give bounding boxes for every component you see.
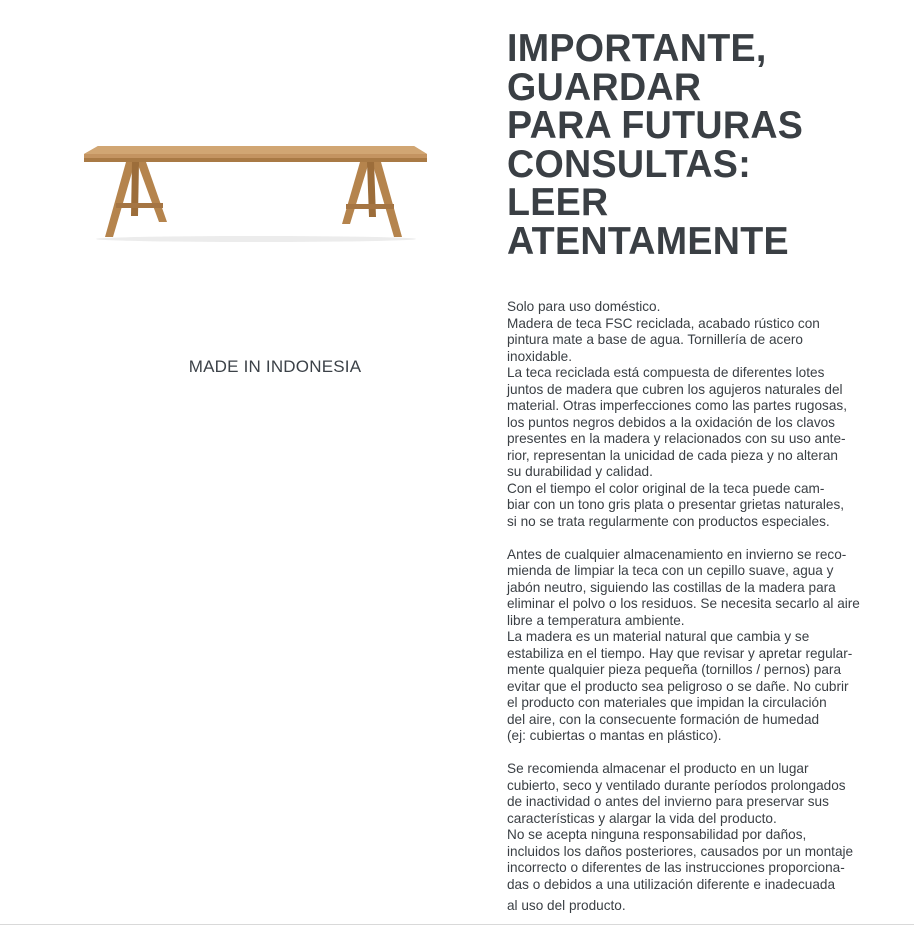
text-line: juntos de madera que cubren los agujeros naturales del — [507, 381, 843, 397]
text-line: su durabilidad y calidad. — [507, 464, 653, 479]
paragraph-spacer — [507, 530, 902, 547]
text-line: presentes en la madera y relacionados con su uso ante- — [507, 431, 846, 446]
paragraph-materials — [507, 299, 902, 530]
text-line: Solo para uso doméstico. — [507, 299, 661, 314]
text-line: de inactividad o antes del invierno para preservar sus — [507, 794, 829, 809]
text-line: cubierto, seco y ventilado durante períodos prolongados — [507, 777, 846, 793]
title-line: PARA FUTURAS — [507, 104, 804, 148]
text-line: eliminar el polvo o los residuos. Se necesita secarlo al aire — [507, 596, 860, 611]
text-line: evitar que el producto sea peligroso o se dañe. No cubrir — [507, 678, 849, 694]
text-line: Se recomienda almacenar el producto en un lugar — [507, 761, 809, 776]
text-line: Madera de teca FSC reciclada, acabado rústico con — [507, 315, 820, 331]
page-divider — [0, 924, 914, 925]
paragraph-storage — [507, 761, 902, 893]
closing-line: al uso del producto. — [507, 898, 626, 913]
title-line: LEER — [507, 181, 609, 225]
text-line: biar con un tono gris plata o presentar grietas naturales, — [507, 497, 845, 512]
text-line: mente qualquier pieza pequeña (tornillos / pernos) para — [507, 662, 842, 677]
text-line: La madera es un material natural que cambia y se — [507, 629, 810, 644]
text-line: material. Otras imperfecciones como las partes rugosas, — [507, 398, 847, 413]
text-line: Antes de cualquier almacenamiento en invierno se reco- — [507, 546, 847, 562]
text-line: características y alargar la vida del producto. — [507, 810, 777, 826]
text-line: del aire, con la consecuente formación de humedad — [507, 711, 820, 727]
page-title — [507, 27, 893, 263]
paragraph-winter-care — [507, 547, 902, 745]
text-line: pintura mate a base de agua. Tornillería de acero — [507, 332, 803, 347]
text-line: mienda de limpiar la teca con un cepillo suave, agua y — [507, 563, 834, 578]
text-line: jabón neutro, siguiendo las costillas de la madera para — [507, 579, 836, 595]
text-line: Con el tiempo el color original de la teca puede cam- — [507, 480, 825, 496]
teak-trestle-table-icon — [80, 140, 432, 244]
title-line: ATENTAMENTE — [507, 219, 789, 263]
text-line: los puntos negros debidos a la oxidación de los clavos — [507, 414, 835, 430]
title-line: CONSULTAS: — [507, 142, 752, 186]
text-line: La teca reciclada está compuesta de diferentes lotes — [507, 365, 825, 380]
text-line: libre a temperatura ambiente. — [507, 612, 685, 628]
text-line: (ej: cubiertas o mantas en plástico). — [507, 728, 722, 743]
made-in-label: MADE IN INDONESIA — [188, 357, 362, 376]
paragraph-spacer — [507, 745, 902, 762]
text-line: el producto con materiales que impidan la circulación — [507, 695, 827, 710]
right-trestle — [342, 162, 402, 237]
text-line: No se acepta ninguna responsabilidad por daños, — [507, 827, 807, 842]
text-line: si no se trata regularmente con productos especiales. — [507, 513, 830, 529]
text-line: incorrecto o diferentes de las instrucciones proporciona- — [507, 860, 845, 875]
text-line: inoxidable. — [507, 348, 572, 364]
title-line: GUARDAR — [507, 65, 702, 109]
text-line: rior, representan la unicidad de cada pieza y no alteran — [507, 447, 838, 463]
title-line: IMPORTANTE, — [507, 27, 767, 70]
text-line: das o debidos a una utilización diferente e inadecuada — [507, 876, 836, 892]
left-trestle — [105, 162, 167, 237]
text-line: incluidos los daños posteriores, causados por un montaje — [507, 843, 854, 859]
table-shadow — [96, 236, 416, 242]
text-line: estabiliza en el tiempo. Hay que revisar y apretar regular- — [507, 645, 853, 661]
instructions-text — [507, 299, 902, 915]
